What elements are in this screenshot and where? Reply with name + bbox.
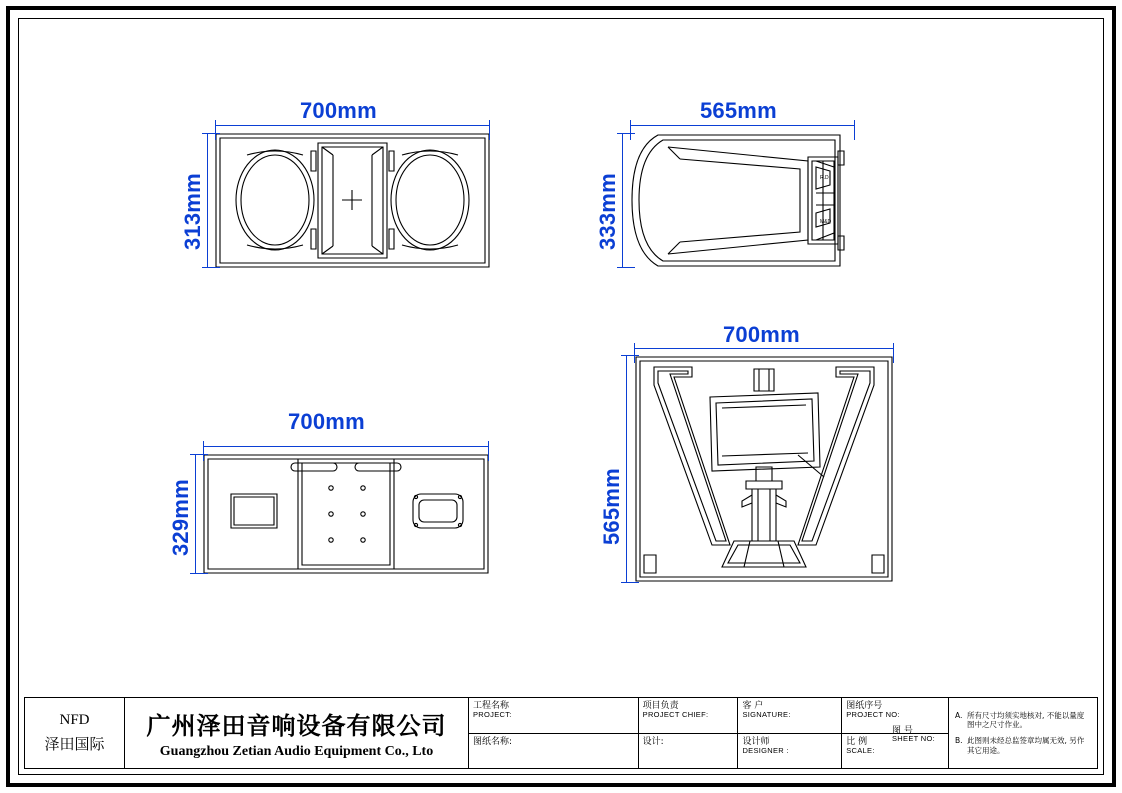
note-a-marker: A. bbox=[955, 710, 963, 720]
notes-cell bbox=[949, 698, 1097, 768]
front-view-drawing bbox=[215, 133, 490, 268]
field-project[interactable] bbox=[469, 698, 639, 733]
front-view-width-tick-right bbox=[489, 120, 490, 140]
top-view-height-label: 329mm bbox=[168, 479, 193, 556]
rear-view-width-tick-right bbox=[893, 343, 894, 363]
field-client-label-en: SIGNATURE: bbox=[742, 710, 791, 720]
side-view-height-tick-top bbox=[617, 133, 635, 134]
field-drawing-name[interactable] bbox=[469, 734, 639, 769]
top-view-width-dimline bbox=[203, 446, 489, 447]
note-b bbox=[955, 736, 1091, 756]
field-project-chief[interactable] bbox=[639, 698, 739, 733]
side-view-drawing bbox=[630, 133, 855, 268]
field-project-chief-label-en: PROJECT CHIEF: bbox=[642, 710, 709, 720]
field-designer-label-en: DESIGNER : bbox=[742, 745, 789, 755]
top-view-height-tick-top bbox=[190, 454, 208, 455]
title-fields-grid bbox=[469, 698, 949, 768]
note-b-text: 此图则未经总监签章均属无效, 另作其它用途。 bbox=[967, 736, 1085, 755]
side-view-height-dimline bbox=[622, 133, 623, 268]
top-view-width-tick-right bbox=[488, 441, 489, 461]
hf-driver-label: R.D bbox=[820, 175, 829, 181]
note-a-text: 所有尺寸均须实地核对, 不能以量度图中之尺寸作业。 bbox=[967, 710, 1085, 730]
brand-code: NFD bbox=[59, 712, 90, 728]
field-design-label-cn: 设计: bbox=[642, 736, 664, 747]
side-view-height-label: 333mm bbox=[595, 173, 620, 250]
field-drawing-name-label-cn: 图纸名称: bbox=[473, 736, 513, 747]
field-project-label-cn: 工程名称 bbox=[473, 701, 510, 711]
field-project-no-label-cn: 图纸序号 bbox=[846, 701, 883, 711]
field-designer-label-cn: 设计师 bbox=[742, 736, 770, 747]
sheet-no-label-en: SHEET NO: bbox=[892, 734, 935, 743]
field-client-label-cn: 客 户 bbox=[742, 701, 764, 711]
top-view-height-dimline bbox=[195, 454, 196, 574]
title-fields-row-1 bbox=[469, 698, 948, 734]
front-view-height-dimline bbox=[207, 133, 208, 268]
top-view-drawing bbox=[203, 454, 489, 574]
rear-view-height-tick-top bbox=[621, 355, 639, 356]
top-view-width-label: 700mm bbox=[288, 409, 365, 434]
title-block bbox=[24, 697, 1098, 769]
front-view-height-tick-top bbox=[202, 133, 220, 134]
front-view-width-label: 700mm bbox=[300, 98, 377, 123]
company-name-en: Guangzhou Zetian Audio Equipment Co., Lto bbox=[159, 744, 434, 759]
field-scale-label-cn: 比 例 bbox=[846, 736, 868, 747]
sheet-no-label-cn: 图 号 bbox=[892, 726, 913, 736]
field-project-no-label-en: PROJECT NO: bbox=[846, 710, 900, 720]
brand-code-cn: 泽田国际 bbox=[44, 735, 105, 753]
front-view-height-label: 313mm bbox=[180, 173, 205, 250]
side-view-width-tick-right bbox=[854, 120, 855, 140]
title-fields-row-2 bbox=[469, 734, 948, 769]
rear-view-width-label: 700mm bbox=[723, 322, 800, 347]
side-view-width-label: 565mm bbox=[700, 98, 777, 123]
sheet-inner-border bbox=[18, 18, 1104, 775]
company-name-cn: 广州泽田音响设备有限公司 bbox=[146, 712, 447, 740]
field-scale-label-en: SCALE: bbox=[846, 745, 875, 755]
rear-view-height-tick-bottom bbox=[621, 582, 639, 583]
top-view-width-tick-left bbox=[203, 441, 204, 461]
lf-driver-label: M&D bbox=[820, 219, 832, 225]
front-view-height-tick-bottom bbox=[202, 267, 220, 268]
field-project-chief-label-cn: 项目负责 bbox=[642, 701, 679, 711]
top-view-height-tick-bottom bbox=[190, 573, 208, 574]
rear-view-drawing bbox=[634, 355, 894, 583]
field-designer[interactable] bbox=[738, 734, 842, 769]
front-view-width-dimline bbox=[215, 125, 490, 126]
rear-view-width-tick-left bbox=[634, 343, 635, 363]
note-b-marker: B. bbox=[955, 736, 963, 745]
rear-view-height-label: 565mm bbox=[599, 468, 624, 545]
side-view-width-tick-left bbox=[630, 120, 631, 140]
company-cell bbox=[125, 698, 469, 768]
field-client[interactable] bbox=[738, 698, 842, 733]
brand-cell bbox=[25, 698, 125, 768]
field-project-label-en: PROJECT: bbox=[473, 710, 512, 720]
side-view-height-tick-bottom bbox=[617, 267, 635, 268]
side-view-width-dimline bbox=[630, 125, 855, 126]
rear-view-width-dimline bbox=[634, 348, 894, 349]
front-view-width-tick-left bbox=[215, 120, 216, 140]
field-design[interactable] bbox=[639, 734, 739, 769]
note-a bbox=[955, 711, 1091, 731]
rear-view-height-dimline bbox=[626, 355, 627, 583]
